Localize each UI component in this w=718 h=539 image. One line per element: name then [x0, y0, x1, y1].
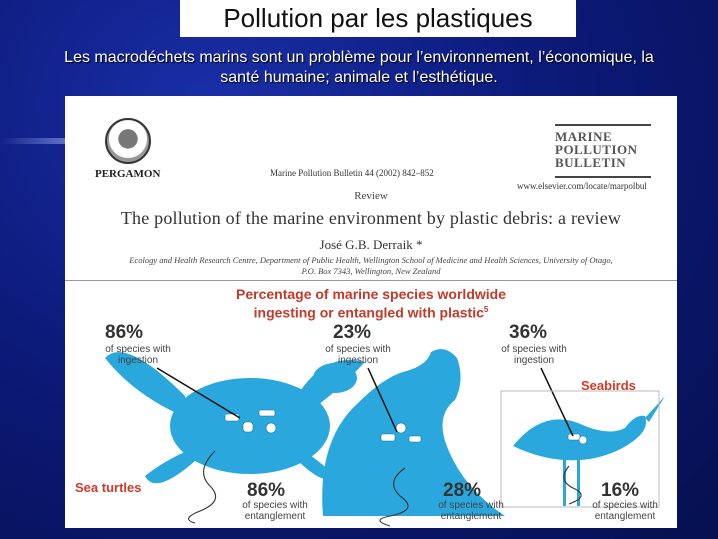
species-silhouettes	[65, 96, 677, 528]
seabird-ingestion-text: of species with ingestion	[501, 344, 567, 366]
slide-title-box	[180, 0, 576, 37]
journal-logo-line-2: POLLUTION	[555, 142, 638, 157]
seabird-entanglement-text: of species with entanglement	[592, 500, 658, 522]
seal-ingestion-text: of species with ingestion	[325, 344, 391, 366]
subtitle-line-2: santé humaine; animale et l’esthétique.	[220, 69, 498, 86]
section-label: Review	[354, 190, 388, 202]
seal-entanglement-text: of species with entanglement	[438, 500, 504, 522]
subtitle-line-1: Les macrodéchets marins sont un problème pour l’environnement, l’économique, la	[64, 49, 654, 66]
infographic-footnote-mark: 5	[483, 305, 489, 314]
turtle-entanglement-text: of species with entanglement	[242, 500, 308, 522]
publisher-label: PERGAMON	[95, 168, 161, 180]
journal-url: www.elsevier.com/locate/marpolbul	[517, 181, 647, 191]
seabird-label: Seabirds	[581, 378, 636, 393]
turtle-ingestion-text: of species with ingestion	[105, 344, 171, 366]
article-image-panel	[65, 96, 677, 528]
seabird-silhouette	[513, 396, 665, 506]
turtle-ingestion-pct: 86%	[105, 322, 144, 343]
affiliation-line-1: Ecology and Health Research Centre, Department of Public Health, Wellington School of Medicine and Health Sciences, University of Otago,	[129, 255, 613, 265]
slide-subtitle	[20, 48, 698, 88]
turtle-entanglement-pct: 86%	[247, 480, 286, 501]
journal-logo-line-3: BULLETIN	[555, 155, 627, 170]
journal-citation: Marine Pollution Bulletin 44 (2002) 842–852	[270, 168, 434, 178]
seal-entanglement-pct: 28%	[443, 480, 482, 501]
seabird-entanglement-pct: 16%	[601, 480, 640, 501]
turtle-label: Sea turtles	[75, 480, 142, 495]
infographic-title-line-2: ingesting or entangled with plastic	[253, 304, 484, 321]
seal-ingestion-pct: 23%	[333, 322, 372, 343]
journal-logo-line-1: MARINE	[555, 129, 613, 144]
affiliation-line-2: P.O. Box 7343, Wellington, New Zealand	[301, 266, 441, 276]
paper-author: José G.B. Derraik *	[319, 237, 423, 252]
infographic-title-line-1: Percentage of marine species worldwide	[236, 286, 506, 302]
slide-title: Pollution par les plastiques	[223, 3, 533, 33]
paper-title: The pollution of the marine environment by plastic debris: a review	[120, 208, 622, 228]
seabird-ingestion-pct: 36%	[509, 322, 548, 343]
